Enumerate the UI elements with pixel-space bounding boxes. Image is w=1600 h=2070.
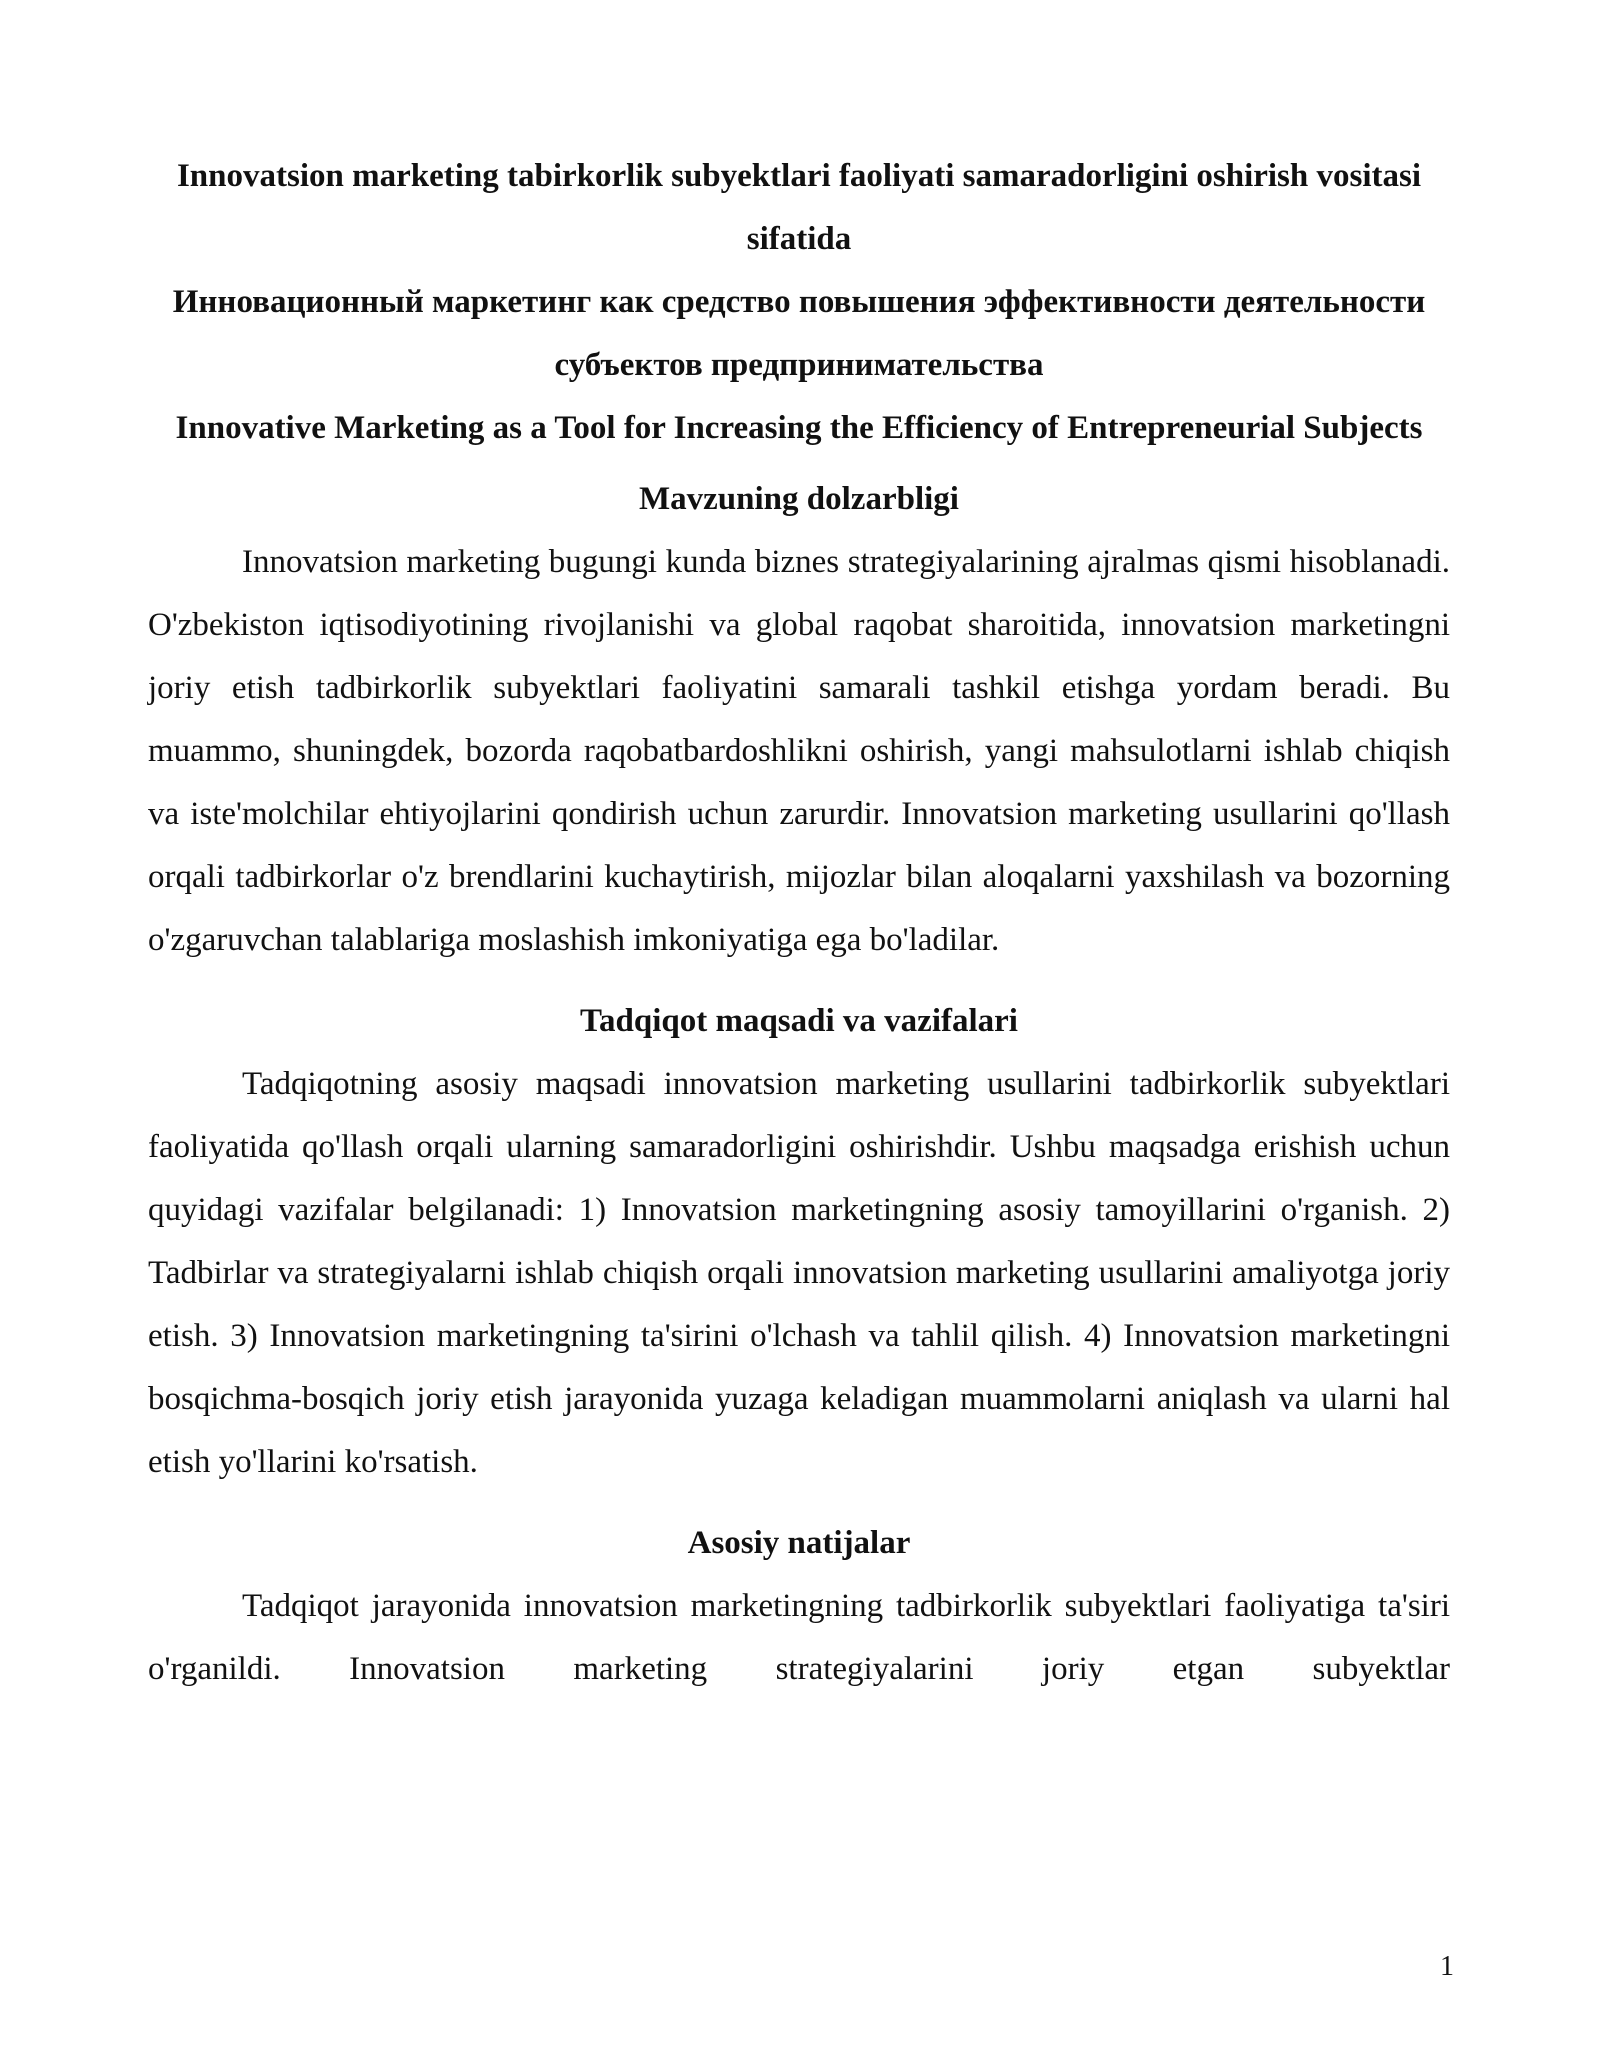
title-russian: Инновационный маркетинг как средство повышения эффективности деятельности субъектов предпринимательства <box>172 284 1426 383</box>
title-block <box>148 145 1450 460</box>
title-english: Innovative Marketing as a Tool for Increasing the Efficiency of Entrepreneurial Subjects <box>175 410 1423 446</box>
title-uzbek: Innovatsion marketing tabirkorlik subyektlari faoliyati samaradorligini oshirish vositasi sifatida <box>176 158 1422 257</box>
document-page <box>148 145 1450 1719</box>
section-paragraph-goals: Tadqiqotning asosiy maqsadi innovatsion marketing usullarini tadbirkorlik subyektlari faoliyatida qo'llash orqali ularning samaradorligini oshirishdir. Ushbu maqsadga erishish uchun quyidagi vazifalar belgilanadi: 1) Innovatsion marketingning asosiy tamoyillarini o'rganish. 2) Tadbirlar va strategiyalarni ishlab chiqish orqali innovatsion marketing usullarini amaliyotga joriy etish. 3) Innovatsion marketingning ta'sirini o'lchash va tahlil qilish. 4) Innovatsion marketingni bosqichma-bosqich joriy etish jarayonida yuzaga keladigan muammolarni aniqlash va ularni hal etish yo'llarini ko'rsatish. <box>148 1066 1450 1480</box>
section-heading-relevance: Mavzuning dolzarbligi <box>639 481 959 517</box>
section-heading-goals: Tadqiqot maqsadi va vazifalari <box>580 1003 1018 1039</box>
page-number: 1 <box>1440 1951 1454 1982</box>
section-paragraph-results: Tadqiqot jarayonida innovatsion marketingning tadbirkorlik subyektlari faoliyatiga ta'siri o'rganildi. Innovatsion marketing strategiyalarini joriy etgan subyektlar <box>148 1588 1450 1687</box>
section-heading-results: Asosiy natijalar <box>687 1525 911 1561</box>
section-paragraph-relevance: Innovatsion marketing bugungi kunda biznes strategiyalarining ajralmas qismi hisoblanadi. O'zbekiston iqtisodiyotining rivojlanishi va global raqobat sharoitida, innovatsion marketingni joriy etish tadbirkorlik subyektlari faoliyatini samarali tashkil etishga yordam beradi. Bu muammo, shuningdek, bozorda raqobatbardoshlikni oshirish, yangi mahsulotlarni ishlab chiqish va iste'molchilar ehtiyojlarini qondirish uchun zarurdir. Innovatsion marketing usullarini qo'llash orqali tadbirkorlar o'z brendlarini kuchaytirish, mijozlar bilan aloqalarni yaxshilash va bozorning o'zgaruvchan talablariga moslashish imkoniyatiga ega bo'ladilar. <box>148 544 1450 958</box>
